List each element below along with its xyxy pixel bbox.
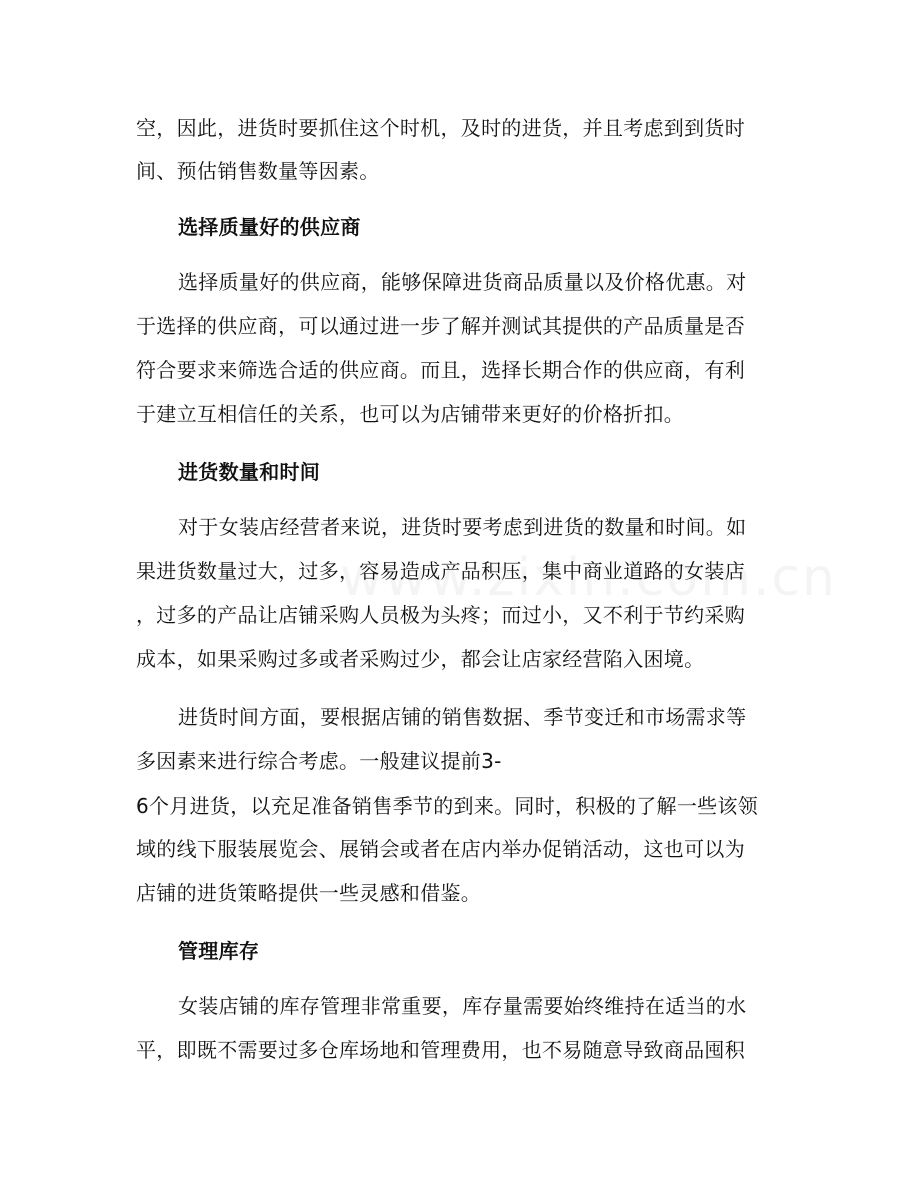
paragraph-line: 对于女装店经营者来说，进货时要考虑到进货的数量和时间。如 bbox=[178, 515, 747, 539]
paragraph-line: 空，因此，进货时要抓住这个时机，及时的进货，并且考虑到到货时 bbox=[136, 116, 745, 140]
section-heading: 选择质量好的供应商 bbox=[178, 215, 361, 239]
paragraph-line: 于建立互相信任的关系，也可以为店铺带来更好的价格折扣。 bbox=[136, 402, 685, 426]
paragraph-line: 6个月进货，以充足准备销售季节的到来。同时，积极的了解一些该领 bbox=[136, 794, 759, 818]
paragraph-line: 平，即既不需要过多仓库场地和管理费用，也不易随意导致商品囤积 bbox=[136, 1038, 745, 1062]
paragraph-line: 多因素来进行综合考虑。一般建议提前3- bbox=[136, 749, 502, 773]
paragraph-line: 果进货数量过大，过多，容易造成产品积压，集中商业道路的女装店 bbox=[136, 559, 745, 583]
paragraph-line: 符合要求来筛选合适的供应商。而且，选择长期合作的供应商，有利 bbox=[136, 358, 745, 382]
paragraph-line: 店铺的进货策略提供一些灵感和借鉴。 bbox=[136, 881, 482, 905]
paragraph-line: ，过多的产品让店铺采购人员极为头疼；而过小，又不利于节约采购 bbox=[136, 603, 745, 627]
paragraph-line: 选择质量好的供应商，能够保障进货商品质量以及价格优惠。对 bbox=[178, 270, 747, 294]
paragraph-line: 间、预估销售数量等因素。 bbox=[136, 159, 380, 183]
paragraph-line: 于选择的供应商，可以通过进一步了解并测试其提供的产品质量是否 bbox=[136, 314, 745, 338]
paragraph-line: 进货时间方面，要根据店铺的销售数据、季节变迁和市场需求等 bbox=[178, 705, 747, 729]
paragraph-line: 女装店铺的库存管理非常重要，库存量需要始终维持在适当的水 bbox=[178, 994, 747, 1018]
section-heading: 进货数量和时间 bbox=[178, 460, 321, 484]
paragraph-line: 成本，如果采购过多或者采购过少，都会让店家经营陷入困境。 bbox=[136, 647, 705, 671]
section-heading: 管理库存 bbox=[178, 939, 260, 963]
paragraph-line: 域的线下服装展览会、展销会或者在店内举办促销活动，这也可以为 bbox=[136, 837, 745, 861]
